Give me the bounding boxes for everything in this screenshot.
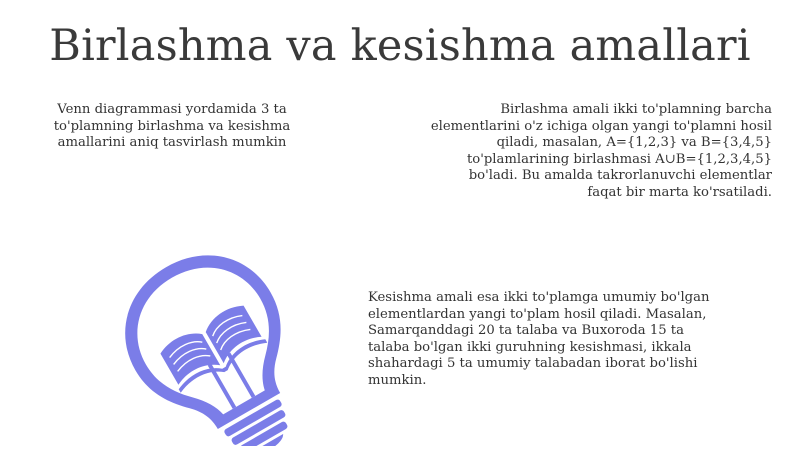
text-line: elementlarini o'z ichiga olgan yangi to'plamni hosil [430,118,772,134]
text-line: amallarini aniq tasvirlash mumkin [57,135,287,151]
text-line: qiladi, masalan, A={1,2,3} va B={3,4,5} [496,135,772,151]
text-line: Venn diagrammasi yordamida 3 ta [57,102,287,117]
text-line: to'plamlarining birlashmasi A∪B={1,2,3,4,5} [467,151,772,167]
text-line: bo'ladi. Bu amalda takrorlanuvchi elementlar [468,168,772,184]
text-line: elementlardan yangi to'plam hosil qiladi. Masalan, [368,306,707,322]
text-line: to'plamning birlashma va kesishma [53,118,291,134]
lightbulb-book-icon [98,250,310,446]
text-line: Samarqanddagi 20 ta talaba va Buxoroda 15 ta [368,323,684,339]
text-line: Kesishma amali esa ikki to'plamga umumiy bo'lgan [368,290,710,305]
text-line: faqat bir marta ko'rsatiladi. [587,184,772,200]
text-line: mumkin. [368,372,427,388]
text-line: Birlashma amali ikki to'plamning barcha [500,102,772,117]
venn-description-text [24,102,320,152]
text-line: talaba bo'lgan ikki guruhning kesishmasi, ikkala [368,339,692,355]
slide-title: Birlashma va kesishma amallari [49,21,751,71]
union-description-text [360,102,772,202]
intersection-description-text [368,290,748,390]
text-line: shahardagi 5 ta umumiy talabadan iborat bo'lishi [368,356,698,372]
